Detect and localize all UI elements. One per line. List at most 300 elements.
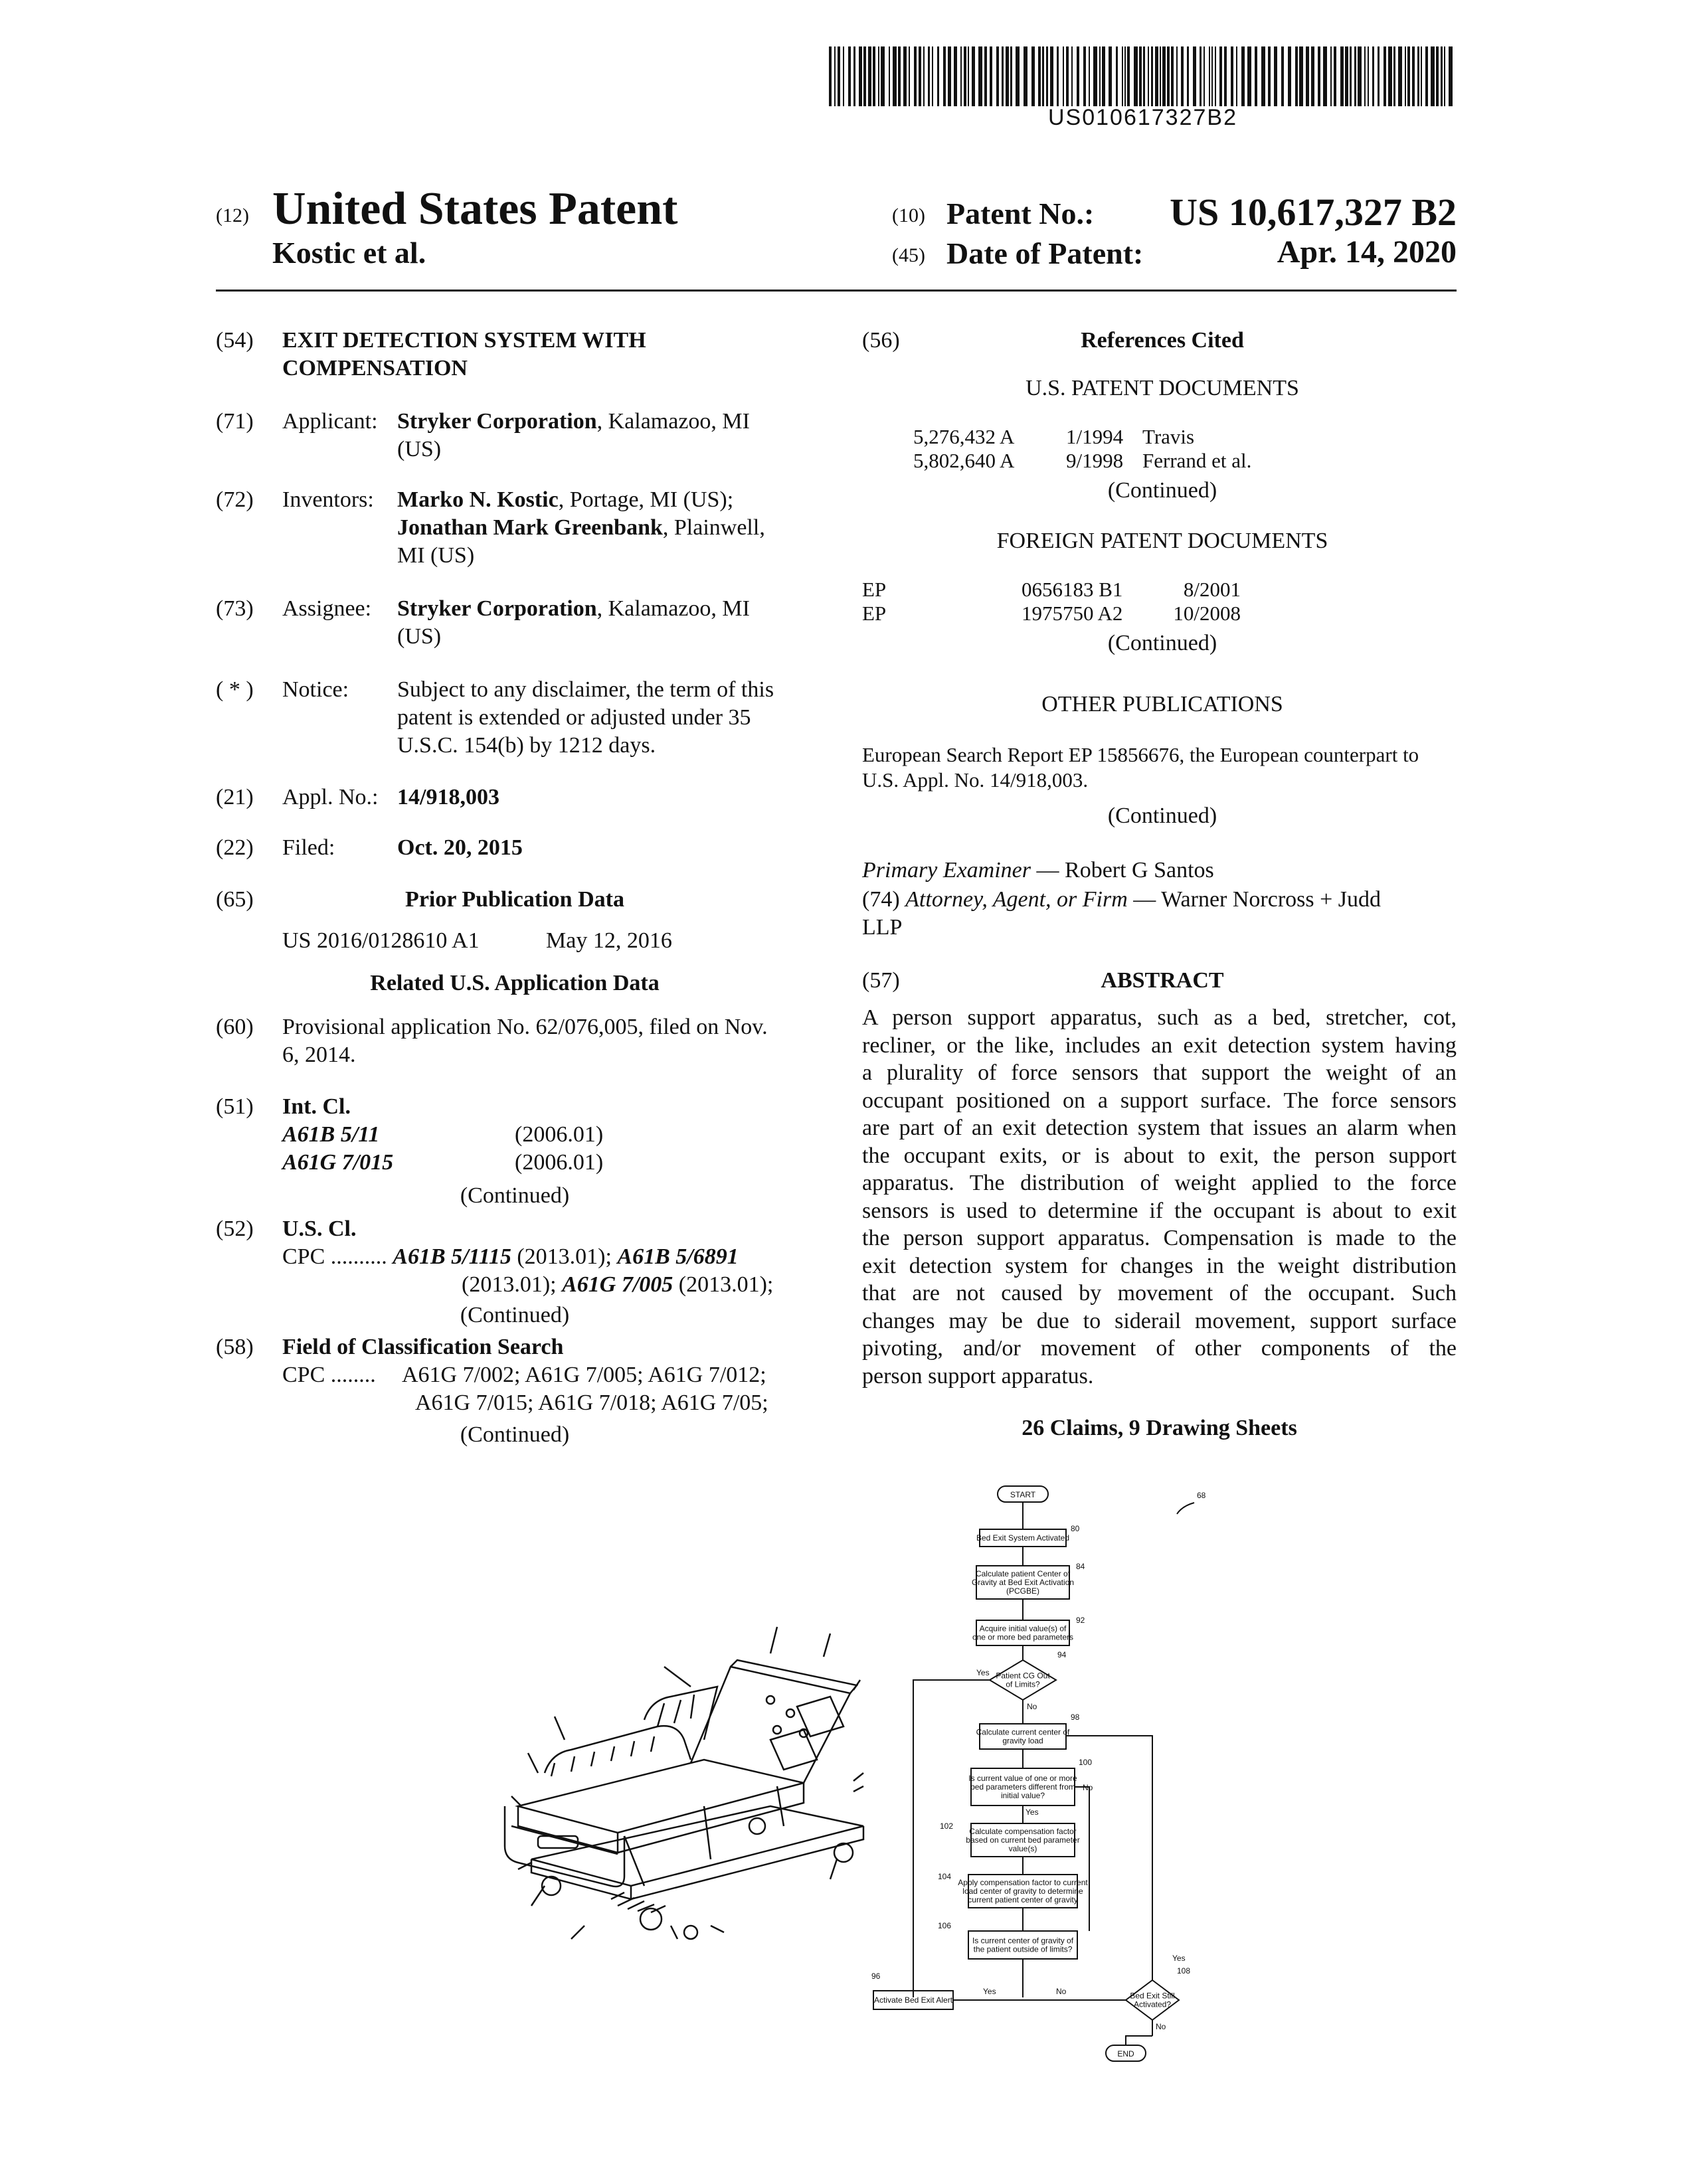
flow-ref-label: 98: [1071, 1713, 1080, 1722]
barcode-bar: [1247, 46, 1251, 106]
abstract-line: that are not caused by movement of the occupant. Such: [862, 1281, 1457, 1305]
intcl-class-1: A61B 5/11: [282, 1122, 380, 1147]
barcode-bar: [1281, 46, 1284, 106]
barcode-bar: [1077, 46, 1079, 106]
barcode-bar: [848, 46, 851, 106]
flow-step-text: Bed Exit System Activated: [976, 1533, 1070, 1543]
uscl-cpc-b-version: (2013.01);: [462, 1272, 563, 1297]
barcode-bar: [1299, 46, 1303, 106]
appl-code: (21): [216, 785, 254, 809]
barcode-bar: [829, 46, 832, 106]
abstract-line: pivoting, and/or movement of other components of the: [862, 1336, 1457, 1361]
barcode-bar: [1050, 46, 1053, 106]
patent-date: Apr. 14, 2020: [1277, 234, 1457, 270]
foreign-docs-heading: FOREIGN PATENT DOCUMENTS: [996, 529, 1328, 553]
barcode-bar: [834, 46, 836, 106]
flow-ref-label: 102: [940, 1821, 954, 1831]
barcode-bar: [1444, 46, 1445, 106]
barcode-bar: [1364, 46, 1366, 106]
barcode-bar: [1268, 46, 1271, 106]
flow-no-label: No: [1056, 1987, 1067, 1996]
barcode-bar: [1388, 46, 1392, 106]
barcode-bar: [1449, 46, 1453, 106]
end-label: END: [1117, 2049, 1134, 2058]
flow-ref-label: 108: [1177, 1966, 1191, 1975]
barcode-bar: [1378, 46, 1380, 106]
inventors-short: Kostic et al.: [272, 236, 426, 270]
prior-publication: US 2016/0128610 A1: [282, 928, 480, 953]
foreign-docs-continued: (Continued): [1107, 631, 1217, 655]
barcode-bar: [893, 46, 897, 106]
flow-ref-label: 94: [1057, 1650, 1067, 1659]
foreign-doc-row: [862, 578, 1241, 602]
abstract-body: [862, 1004, 1457, 1390]
filed-label: Filed:: [282, 835, 335, 860]
refs-heading: References Cited: [1081, 328, 1244, 353]
applicant-country: (US): [397, 437, 442, 462]
field-continued: (Continued): [460, 1422, 570, 1447]
barcode-bar: [1200, 46, 1202, 106]
barcode-bar: [1350, 46, 1352, 106]
barcode-bar: [859, 46, 862, 106]
flow-yes-label: Yes: [983, 1987, 996, 1996]
barcode-bar: [937, 46, 939, 106]
foreign-doc-country: EP: [862, 578, 887, 601]
intcl-class-2: A61G 7/015: [282, 1150, 394, 1175]
uscl-cpc-c: A61G 7/005: [562, 1272, 673, 1297]
assignee-label: Assignee:: [282, 596, 372, 621]
abstract-line: changes may be due to siderail movement, support surface: [862, 1308, 1457, 1333]
barcode-bar: [1089, 46, 1090, 106]
us-docs-heading: U.S. PATENT DOCUMENTS: [1026, 376, 1299, 400]
flow-step-text: Calculate patient Center of: [975, 1569, 1071, 1578]
flow-step-text: Acquire initial value(s) of: [979, 1624, 1067, 1634]
uscl-cpc-line-2: [462, 1271, 773, 1299]
barcode-bar: [1057, 46, 1059, 106]
barcode-bar: [1002, 46, 1004, 106]
barcode-bar: [1358, 46, 1362, 106]
barcode-bar: [1139, 46, 1142, 106]
abstract-line: recliner, or the like, includes an exit detection system having: [862, 1033, 1457, 1058]
provisional-code: (60): [216, 1015, 254, 1039]
barcode-bar: [838, 46, 840, 106]
barcode-bar: [960, 46, 962, 106]
uscl-cpc-c-version: (2013.01);: [673, 1272, 774, 1297]
attorney-code: (74): [862, 887, 900, 912]
barcode-bar: [1127, 46, 1130, 106]
barcode-bar: [889, 46, 890, 106]
flow-step-text: Is current center of gravity of: [972, 1936, 1074, 1946]
us-doc-number: 5,276,432 A: [913, 425, 1015, 448]
barcode-bar: [1187, 46, 1189, 106]
foreign-doc-row: [862, 602, 1241, 626]
barcode-bar: [1176, 46, 1178, 106]
barcode-bar: [1288, 46, 1291, 106]
flow-step-text: Patient CG Out: [996, 1671, 1050, 1681]
barcode-bar: [1236, 46, 1237, 106]
barcode-bar: [919, 46, 921, 106]
barcode-bar: [984, 46, 987, 106]
barcode-bar: [1124, 46, 1126, 106]
abstract-line: person support apparatus.: [862, 1363, 1094, 1388]
refs-code: (56): [862, 328, 900, 353]
flow-step-text: Activate Bed Exit Alert: [873, 1995, 953, 2005]
applicant-name: Stryker Corporation: [397, 409, 597, 434]
kind-code: (12): [216, 205, 249, 226]
barcode-bar: [881, 46, 885, 106]
barcode-bar: [1417, 46, 1419, 106]
prior-publication-date: May 12, 2016: [546, 928, 672, 953]
barcode-number: US010617327B2: [1047, 105, 1237, 130]
flow-arrow: [1066, 1736, 1152, 1980]
abstract-line: exit detection system for changes in the weight distribution: [862, 1253, 1457, 1278]
barcode-bar: [1421, 46, 1422, 106]
barcode-bar: [1209, 46, 1210, 106]
examiner-name: — Robert G Santos: [1031, 858, 1214, 882]
barcode-bar: [1071, 46, 1073, 106]
barcode-bar: [1241, 46, 1245, 106]
barcode-bar: [1219, 46, 1222, 106]
flow-ref-label: 84: [1076, 1562, 1085, 1571]
abstract-line: the person support apparatus. Compensation is made to the: [862, 1226, 1457, 1250]
barcode-bar: [1148, 46, 1149, 106]
provisional-line-1: Provisional application No. 62/076,005, filed on Nov.: [282, 1015, 768, 1039]
other-pubs-heading: OTHER PUBLICATIONS: [1041, 692, 1283, 716]
barcode-bar: [1330, 46, 1332, 106]
barcode-bar: [1261, 46, 1265, 106]
uscl-code: (52): [216, 1217, 254, 1241]
field-code: (58): [216, 1335, 254, 1359]
inventor-1-name: Marko N. Kostic: [397, 487, 559, 512]
barcode-graphic: [829, 46, 1457, 106]
other-pub-line-1: European Search Report EP 15856676, the European counterpart to: [862, 743, 1419, 766]
barcode-bar: [964, 46, 966, 106]
attorney-label: Attorney, Agent, or Firm: [905, 887, 1128, 912]
us-doc-name: Ferrand et al.: [1142, 449, 1252, 472]
barcode-bar: [1010, 46, 1012, 106]
intcl-continued: (Continued): [460, 1183, 570, 1208]
foreign-doc-number: 0656183 B1: [1022, 578, 1123, 601]
inventor-2: [397, 514, 822, 542]
notice-label: Notice:: [282, 677, 349, 702]
barcode-bar: [853, 46, 855, 106]
barcode-bar: [1323, 46, 1327, 106]
barcode-bar: [1102, 46, 1105, 106]
header-divider: [216, 290, 1457, 292]
barcode-bar: [1046, 46, 1048, 106]
flow-ref-label: 100: [1079, 1758, 1093, 1767]
barcode-bar: [1398, 46, 1402, 106]
invention-title-2: COMPENSATION: [282, 356, 468, 380]
barcode-bar: [1354, 46, 1356, 106]
attorney-line-2: LLP: [862, 915, 903, 940]
related-heading: Related U.S. Application Data: [370, 971, 660, 995]
uscl-label: U.S. Cl.: [282, 1217, 357, 1241]
assignee-value: [397, 595, 822, 623]
inventors-code: (72): [216, 487, 254, 512]
barcode-bar: [1155, 46, 1158, 106]
flow-ref-leader: [1177, 1503, 1194, 1514]
barcode-bar: [1405, 46, 1406, 106]
barcode-bar: [1151, 46, 1153, 106]
barcode-bar: [1334, 46, 1336, 106]
barcode-bar: [1063, 46, 1064, 106]
inventor-1: [397, 486, 822, 514]
flow-ref-label: 68: [1197, 1491, 1206, 1500]
barcode-bar: [1255, 46, 1257, 106]
uscl-cpc-a-version: (2013.01);: [511, 1244, 618, 1269]
patent-title: United States Patent: [272, 183, 678, 234]
barcode-bar: [1143, 46, 1145, 106]
flow-step-text: Activated?: [1133, 1999, 1172, 2009]
notice-line-1: Subject to any disclaimer, the term of this: [397, 677, 774, 702]
applicant-value: [397, 408, 822, 436]
abstract-line: the occupant exits, or is about to exit, the person support: [862, 1143, 1457, 1168]
barcode-bar: [1412, 46, 1415, 106]
flow-step-text: of Limits?: [1006, 1679, 1040, 1689]
foreign-doc-country: EP: [862, 602, 887, 625]
flow-step-text: Is current value of one or more: [968, 1774, 1077, 1783]
inventor-2-location: , Plainwell,: [662, 515, 765, 540]
barcode-bar: [1171, 46, 1174, 106]
flow-yes-label: Yes: [1026, 1807, 1039, 1817]
barcode-bar: [1274, 46, 1277, 106]
examiner-label: Primary Examiner: [862, 858, 1031, 882]
flow-no-label: No: [1156, 2022, 1166, 2031]
flow-step-text: value(s): [1008, 1844, 1037, 1853]
inventor-1-location: , Portage, MI (US);: [558, 487, 734, 512]
flow-step-text: the patient outside of limits?: [973, 1944, 1073, 1954]
flow-step-text: load center of gravity to determine: [962, 1887, 1083, 1896]
barcode-bar: [1134, 46, 1138, 106]
barcode-bar: [898, 46, 901, 106]
flow-no-label: No: [1083, 1783, 1093, 1792]
foreign-doc-number: 1975750 A2: [1022, 602, 1123, 625]
flow-yes-label: Yes: [976, 1668, 990, 1677]
flow-arrow: [1126, 2036, 1152, 2045]
notice-line-2: patent is extended or adjusted under 35: [397, 705, 751, 730]
barcode-bar: [1295, 46, 1298, 106]
intcl-version-2: (2006.01): [515, 1150, 604, 1175]
barcode-bar: [978, 46, 982, 106]
barcode-bar: [1181, 46, 1184, 106]
barcode-bar: [1224, 46, 1227, 106]
field-cpc-label: CPC ........: [282, 1363, 376, 1387]
foreign-doc-date: 10/2008: [1173, 602, 1241, 625]
barcode-bar: [1083, 46, 1086, 106]
patent-no-label: Patent No.:: [946, 197, 1095, 230]
field-line-1: A61G 7/002; A61G 7/005; A61G 7/012;: [402, 1363, 766, 1387]
flow-ref-label: 104: [938, 1872, 952, 1881]
barcode-bar: [1093, 46, 1097, 106]
barcode-bar: [1038, 46, 1041, 106]
abstract-line: a plurality of force sensors that support the weight of an: [862, 1060, 1457, 1085]
barcode-bar: [1441, 46, 1443, 106]
field-line-2: A61G 7/015; A61G 7/018; A61G 7/05;: [415, 1390, 768, 1415]
flow-no-label: No: [1027, 1702, 1037, 1711]
barcode-bar: [954, 46, 957, 106]
intcl-code: (51): [216, 1094, 254, 1119]
flow-yes-label: Yes: [1172, 1954, 1186, 1963]
uscl-continued: (Continued): [460, 1303, 570, 1327]
barcode-bar: [1425, 46, 1428, 106]
barcode-bar: [1042, 46, 1044, 106]
barcode-bar: [843, 46, 844, 106]
us-doc-date: 1/1994: [1066, 425, 1124, 448]
flowchart: [863, 1473, 1235, 2157]
flow-step-text: Gravity at Bed Exit Activation: [971, 1578, 1075, 1587]
barcode-bar: [968, 46, 969, 106]
appl-label: Appl. No.:: [282, 785, 379, 809]
barcode-bar: [996, 46, 999, 106]
barcode-bar: [1211, 46, 1213, 106]
date-label: Date of Patent:: [946, 236, 1144, 270]
barcode-bar: [1407, 46, 1410, 106]
flow-step-text: Calculate compensation factor: [969, 1827, 1077, 1836]
applicant-code: (71): [216, 409, 254, 434]
inventor-2-state: MI (US): [397, 543, 475, 568]
barcode-bar: [1193, 46, 1196, 106]
assignee-location: , Kalamazoo, MI: [596, 596, 750, 621]
barcode-bar: [1109, 46, 1112, 106]
us-doc-name: Travis: [1142, 425, 1195, 448]
inventor-2-name: Jonathan Mark Greenbank: [397, 515, 663, 540]
abstract-line: occupant positioned on a support surface. The force sensors: [862, 1088, 1457, 1113]
barcode-bar: [1340, 46, 1344, 106]
inventors-label: Inventors:: [282, 487, 374, 512]
barcode-bar: [923, 46, 925, 106]
barcode-bar: [1311, 46, 1314, 106]
barcode-bar: [868, 46, 871, 106]
us-doc-row: [913, 449, 1251, 473]
notice-code: ( * ): [216, 677, 254, 702]
barcode-bar: [914, 46, 917, 106]
field-label: Field of Classification Search: [282, 1335, 564, 1359]
prior-code: (65): [216, 887, 254, 912]
barcode-bar: [932, 46, 933, 106]
barcode-bar: [1306, 46, 1309, 106]
barcode-bar: [863, 46, 866, 106]
provisional-line-2: 6, 2014.: [282, 1043, 356, 1067]
uscl-cpc: [282, 1243, 739, 1271]
uscl-cpc-label: CPC ..........: [282, 1244, 387, 1269]
flow-step-text: based on current bed parameter: [966, 1835, 1080, 1845]
assignee-code: (73): [216, 596, 254, 621]
barcode-bar: [1116, 46, 1118, 106]
barcode-bar: [1122, 46, 1123, 106]
date-code: (45): [892, 244, 925, 266]
flow-step-text: bed parameters different from: [970, 1782, 1075, 1792]
bed-illustration: [491, 1607, 903, 1952]
barcode-bar: [990, 46, 992, 106]
attorney-name: — Warner Norcross + Judd: [1127, 887, 1382, 912]
us-docs-continued: (Continued): [1107, 478, 1217, 503]
flow-step-text: Bed Exit Still: [1130, 1991, 1175, 2001]
applicant-location: , Kalamazoo, MI: [596, 409, 750, 434]
us-doc-row: [913, 425, 1194, 449]
barcode-bar: [878, 46, 879, 106]
barcode-bar: [1031, 46, 1035, 106]
barcode-bar: [972, 46, 975, 106]
intcl-label: Int. Cl.: [282, 1094, 351, 1119]
barcode-bar: [1162, 46, 1166, 106]
barcode-bar: [1393, 46, 1395, 106]
barcode-bar: [1231, 46, 1233, 106]
applicant-label: Applicant:: [282, 409, 378, 434]
barcode-bar: [928, 46, 930, 106]
other-pubs-continued: (Continued): [1107, 803, 1217, 828]
barcode: [829, 46, 1457, 106]
barcode-bar: [1016, 46, 1020, 106]
abstract-code: (57): [862, 968, 900, 993]
intcl-version-1: (2006.01): [515, 1122, 604, 1147]
barcode-bar: [1006, 46, 1009, 106]
flow-step-text: Calculate current center of: [976, 1727, 1070, 1737]
flow-step-text: Apply compensation factor to current: [958, 1878, 1088, 1887]
uscl-cpc-a: A61B 5/1115: [393, 1244, 511, 1269]
bed-drawing: [491, 1607, 903, 1952]
abstract-line: apparatus. The distribution of weight applied to the force: [862, 1171, 1457, 1195]
other-pub-line-2: U.S. Appl. No. 14/918,003.: [862, 768, 1089, 792]
flow-ref-label: 92: [1076, 1616, 1085, 1625]
barcode-bar: [1318, 46, 1320, 106]
flow-ref-label: 80: [1071, 1524, 1080, 1533]
claims-summary: 26 Claims, 9 Drawing Sheets: [1022, 1416, 1297, 1440]
barcode-bar: [1436, 46, 1439, 106]
barcode-bar: [873, 46, 875, 106]
title-code: (54): [216, 328, 254, 353]
abstract-line: A person support apparatus, such as a bed, stretcher, cot,: [862, 1005, 1457, 1030]
flow-step-text: one or more bed parameters: [972, 1632, 1074, 1642]
barcode-bar: [1167, 46, 1170, 106]
foreign-doc-date: 8/2001: [1183, 578, 1241, 601]
barcode-bar: [1368, 46, 1369, 106]
appl-number: 14/918,003: [397, 785, 499, 809]
uscl-cpc-b: A61B 5/6891: [617, 1244, 739, 1269]
barcode-bar: [1160, 46, 1161, 106]
start-label: START: [1010, 1490, 1036, 1499]
attorney-line-1: [862, 886, 1381, 914]
barcode-bar: [1204, 46, 1205, 106]
barcode-bar: [1215, 46, 1216, 106]
flowchart-graphic: [863, 1473, 1235, 2157]
us-doc-date: 9/1998: [1066, 449, 1124, 472]
invention-title-1: EXIT DETECTION SYSTEM WITH: [282, 328, 646, 353]
flow-step-text: current patient center of gravity: [968, 1895, 1078, 1904]
filed-code: (22): [216, 835, 254, 860]
barcode-bar: [1345, 46, 1348, 106]
prior-heading: Prior Publication Data: [405, 887, 624, 912]
barcode-bar: [1099, 46, 1101, 106]
barcode-bar: [1383, 46, 1386, 106]
flow-arrow: [1075, 1787, 1089, 1931]
barcode-bar: [1024, 46, 1027, 106]
barcode-bar: [943, 46, 946, 106]
flow-ref-label: 106: [938, 1921, 952, 1930]
barcode-bar: [903, 46, 907, 106]
flow-step-text: initial value?: [1000, 1791, 1045, 1800]
abstract-line: sensors is used to determine if the occupant is about to exit: [862, 1198, 1457, 1223]
filed-date: Oct. 20, 2015: [397, 835, 523, 860]
notice-line-3: U.S.C. 154(b) by 1212 days.: [397, 733, 656, 758]
abstract-line: are part of an exit detection system that issues an alarm when: [862, 1116, 1457, 1140]
flow-step-text: (PCGBE): [1006, 1586, 1040, 1596]
patent-number: US 10,617,327 B2: [1170, 191, 1457, 234]
barcode-bar: [948, 46, 951, 106]
abstract-heading: ABSTRACT: [1101, 968, 1224, 993]
us-doc-number: 5,802,640 A: [913, 449, 1015, 472]
barcode-bar: [1372, 46, 1374, 106]
